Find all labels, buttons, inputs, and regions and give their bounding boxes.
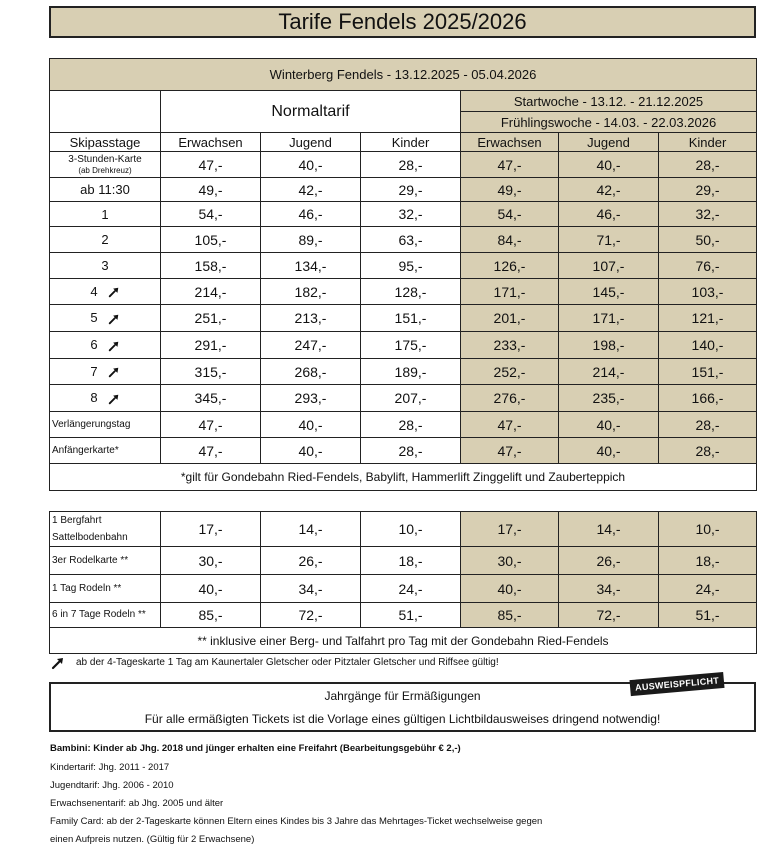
row-label: 1 Tag Rodeln ** [50, 575, 161, 603]
row-label-text: 3-Stunden-Karte [68, 153, 142, 165]
price-cell: 189,- [361, 359, 461, 385]
ausweispflicht-stamp: AUSWEISPFLICHT [629, 672, 724, 696]
price-cell: 71,- [559, 227, 659, 253]
row-label [50, 279, 161, 305]
col-header: Jugend [559, 133, 659, 152]
price-cell: 235,- [559, 385, 659, 412]
price-cell: 268,- [261, 359, 361, 385]
row-label-text: 8 [90, 390, 98, 406]
footnote-row [50, 628, 757, 654]
row-label [50, 332, 161, 359]
price-cell: 107,- [559, 253, 659, 279]
row-label [50, 202, 161, 227]
footnote-row [50, 464, 757, 491]
price-cell: 40,- [559, 152, 659, 178]
discount-box-text: Für alle ermäßigten Tickets ist die Vorlage eines gültigen Lichtbildausweises dringend notwendig! [144, 712, 661, 726]
glacier-note: ab der 4-Tageskarte 1 Tag am Kaunertaler Gletscher oder Pitztaler Gletscher und Riffsee gültig! [76, 657, 499, 668]
price-cell: 47,- [161, 438, 261, 464]
price-cell: 166,- [659, 385, 757, 412]
price-cell: 247,- [261, 332, 361, 359]
col-label-skipasstage: Skipasstage [50, 133, 161, 152]
discount-box-title: Jahrgänge für Ermäßigungen [324, 689, 481, 703]
table-row [50, 438, 757, 464]
row-label-text: 3 [101, 258, 109, 273]
table-row [50, 253, 757, 279]
price-cell: 40,- [261, 438, 361, 464]
price-cell: 10,- [659, 512, 757, 547]
price-cell: 49,- [461, 178, 559, 202]
row-label [50, 385, 161, 412]
price-cell: 28,- [659, 438, 757, 464]
price-cell: 42,- [261, 178, 361, 202]
table-row [50, 202, 757, 227]
price-cell: 28,- [361, 152, 461, 178]
price-cell: 29,- [659, 178, 757, 202]
price-cell: 40,- [559, 412, 659, 438]
price-cell: 26,- [559, 547, 659, 575]
price-cell: 76,- [659, 253, 757, 279]
price-cell: 40,- [261, 152, 361, 178]
rodel-table [49, 511, 757, 654]
row-label: 3er Rodelkarte ** [50, 547, 161, 575]
price-table [49, 58, 757, 491]
price-cell: 214,- [559, 359, 659, 385]
price-cell: 42,- [559, 178, 659, 202]
table-row [50, 227, 757, 253]
row-label: Verlängerungstag [50, 412, 161, 438]
col-header: Erwachsen [161, 133, 261, 152]
col-header: Kinder [659, 133, 757, 152]
price-cell: 103,- [659, 279, 757, 305]
price-cell: 24,- [361, 575, 461, 603]
price-cell: 151,- [659, 359, 757, 385]
row-label: 6 in 7 Tage Rodeln ** [50, 603, 161, 628]
glacier-arrow-icon [108, 313, 120, 325]
row-label-text: 7 [90, 363, 98, 379]
table-row [50, 603, 757, 628]
price-cell: 34,- [261, 575, 361, 603]
price-cell: 10,- [361, 512, 461, 547]
page-title: Tarife Fendels 2025/2026 [49, 6, 756, 38]
price-cell: 30,- [461, 547, 559, 575]
row-label-text: ab 11:30 [80, 182, 130, 197]
price-cell: 29,- [361, 178, 461, 202]
price-cell: 182,- [261, 279, 361, 305]
row-label [50, 253, 161, 279]
info-line: Jugendtarif: Jhg. 2006 - 2010 [50, 780, 174, 791]
price-cell: 18,- [361, 547, 461, 575]
price-cell: 105,- [161, 227, 261, 253]
table-row [50, 385, 757, 412]
price-cell: 34,- [559, 575, 659, 603]
price-cell: 54,- [161, 202, 261, 227]
price-cell: 207,- [361, 385, 461, 412]
row-sublabel-text: (ab Drehkreuz) [78, 165, 132, 175]
price-cell: 72,- [261, 603, 361, 628]
price-cell: 293,- [261, 385, 361, 412]
info-line: einen Aufpreis nutzen. (Gültig für 2 Erwachsene) [50, 834, 255, 845]
table-row [50, 412, 757, 438]
price-cell: 47,- [461, 152, 559, 178]
price-cell: 145,- [559, 279, 659, 305]
row-label [50, 305, 161, 332]
row-label: Anfängerkarte* [50, 438, 161, 464]
startwoche-header: Startwoche - 13.12. - 21.12.2025 [461, 91, 757, 112]
price-cell: 24,- [659, 575, 757, 603]
price-cell: 18,- [659, 547, 757, 575]
info-line: Family Card: ab der 2-Tageskarte können Eltern eines Kindes bis 3 Jahre das Mehrtages-Ticket wechselweise gegen [50, 816, 543, 827]
glacier-arrow-icon [108, 340, 120, 352]
row-label: 1 Bergfahrt Sattelbodenbahn [50, 512, 161, 547]
price-cell: 291,- [161, 332, 261, 359]
row-label-text: 2 [101, 232, 109, 247]
price-cell: 84,- [461, 227, 559, 253]
price-cell: 151,- [361, 305, 461, 332]
price-cell: 40,- [559, 438, 659, 464]
price-cell: 252,- [461, 359, 559, 385]
price-cell: 40,- [461, 575, 559, 603]
price-cell: 134,- [261, 253, 361, 279]
price-cell: 198,- [559, 332, 659, 359]
glacier-arrow-icon [108, 286, 120, 298]
price-cell: 32,- [361, 202, 461, 227]
price-cell: 51,- [659, 603, 757, 628]
row-label-text: 6 [90, 337, 98, 353]
col-header: Erwachsen [461, 133, 559, 152]
price-cell: 26,- [261, 547, 361, 575]
table-row [50, 512, 757, 547]
price-cell: 214,- [161, 279, 261, 305]
table-row [50, 547, 757, 575]
fruehlingswoche-header: Frühlingswoche - 14.03. - 22.03.2026 [461, 112, 757, 133]
price-cell: 17,- [461, 512, 559, 547]
price-cell: 47,- [161, 152, 261, 178]
price-cell: 28,- [361, 412, 461, 438]
price-cell: 46,- [261, 202, 361, 227]
price-cell: 175,- [361, 332, 461, 359]
col-header: Kinder [361, 133, 461, 152]
price-cell: 95,- [361, 253, 461, 279]
price-cell: 51,- [361, 603, 461, 628]
season-header: Winterberg Fendels - 13.12.2025 - 05.04.2026 [50, 59, 757, 91]
info-line: Kindertarif: Jhg. 2011 - 2017 [50, 762, 170, 773]
price-cell: 14,- [261, 512, 361, 547]
price-cell: 47,- [461, 438, 559, 464]
price-cell: 140,- [659, 332, 757, 359]
glacier-arrow-icon [108, 366, 120, 378]
table-row [50, 575, 757, 603]
col-header: Jugend [261, 133, 361, 152]
price-cell: 276,- [461, 385, 559, 412]
price-cell: 315,- [161, 359, 261, 385]
price-cell: 345,- [161, 385, 261, 412]
price-cell: 47,- [461, 412, 559, 438]
price-cell: 28,- [659, 152, 757, 178]
price-cell: 85,- [161, 603, 261, 628]
price-cell: 17,- [161, 512, 261, 547]
price-cell: 213,- [261, 305, 361, 332]
price-cell: 128,- [361, 279, 461, 305]
glacier-arrow-icon [51, 656, 65, 670]
row-label [50, 178, 161, 202]
price-cell: 32,- [659, 202, 757, 227]
table-row [50, 152, 757, 178]
price-cell: 89,- [261, 227, 361, 253]
price-cell: 201,- [461, 305, 559, 332]
price-cell: 47,- [161, 412, 261, 438]
price-cell: 171,- [461, 279, 559, 305]
row-label [50, 227, 161, 253]
info-line: Erwachsenentarif: ab Jhg. 2005 und älter [50, 798, 224, 809]
price-cell: 171,- [559, 305, 659, 332]
table-row [50, 178, 757, 202]
price-cell: 50,- [659, 227, 757, 253]
price-cell: 158,- [161, 253, 261, 279]
price-cell: 30,- [161, 547, 261, 575]
price-cell: 54,- [461, 202, 559, 227]
footnote-gondel: *gilt für Gondebahn Ried-Fendels, Babylift, Hammerlift Zinggelift und Zauberteppich [50, 464, 757, 491]
table-row [50, 359, 757, 385]
price-cell: 49,- [161, 178, 261, 202]
normal-tariff-header: Normaltarif [161, 91, 461, 133]
price-cell: 46,- [559, 202, 659, 227]
row-label-text: 4 [90, 283, 98, 299]
price-cell: 40,- [261, 412, 361, 438]
glacier-arrow-icon [108, 393, 120, 405]
table-row [50, 279, 757, 305]
info-line: Bambini: Kinder ab Jhg. 2018 und jünger erhalten eine Freifahrt (Bearbeitungsgebühr € 2,-) [50, 743, 461, 754]
table-row [50, 332, 757, 359]
empty-cell [50, 91, 161, 133]
row-label-text: 1 [101, 206, 109, 222]
row-label [50, 152, 161, 178]
price-cell: 14,- [559, 512, 659, 547]
row-label [50, 359, 161, 385]
price-cell: 233,- [461, 332, 559, 359]
price-cell: 28,- [361, 438, 461, 464]
price-cell: 72,- [559, 603, 659, 628]
table-row [50, 305, 757, 332]
price-cell: 85,- [461, 603, 559, 628]
price-cell: 63,- [361, 227, 461, 253]
row-label-text: 5 [90, 310, 98, 326]
price-cell: 251,- [161, 305, 261, 332]
footnote-rodel: ** inklusive einer Berg- und Talfahrt pro Tag mit der Gondebahn Ried-Fendels [50, 628, 757, 654]
price-cell: 40,- [161, 575, 261, 603]
price-cell: 126,- [461, 253, 559, 279]
price-cell: 121,- [659, 305, 757, 332]
price-cell: 28,- [659, 412, 757, 438]
